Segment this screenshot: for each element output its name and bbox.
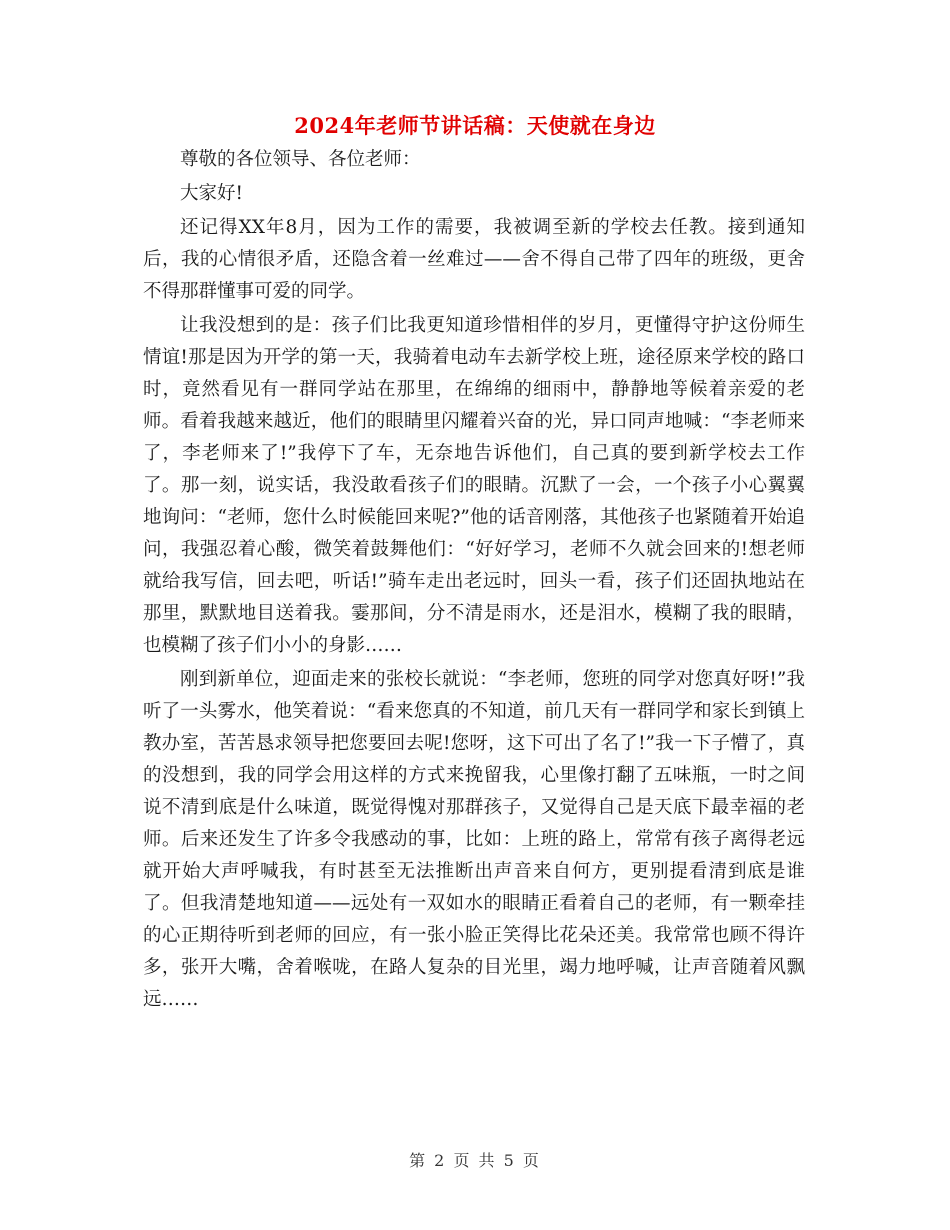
body-paragraph: 刚到新单位，迎面走来的张校长就说：“李老师，您班的同学对您真好呀!”我听了一头雾水，他笑着说：“看来您真的不知道，前几天有一群同学和家长到镇上教办室，苦苦恳求领导把您要回去呢!您呀，这下可出了名了!”我一下子懵了，真的没想到，我的同学会用这样的方式来挽留我，心里像打翻了五味瓶，一时之间说不清到底是什么味道，既觉得愧对那群孩子，又觉得自己是天底下最幸福的老师。后来还发生了许多令我感动的事，比如：上班的路上，常常有孩子离得老远就开始大声呼喊我，有时甚至无法推断出声音来自何方，更别提看清到底是谁了。但我清楚地知道——远处有一双如水的眼睛正看着自己的老师，有一颗牵挂的心正期待听到老师的回应，有一张小脸正笑得比花朵还美。我常常也顾不得许多，张开大嘴，舍着喉咙，在路人复杂的目光里，竭力地呼喊，让声音随着风飘远…… — [143, 669, 805, 1010]
body-paragraph: 还记得XX年8月，因为工作的需要，我被调至新的学校去任教。接到通知后，我的心情很矛盾，还隐含着一丝难过——舍不得自己带了四年的班级，更舍不得那群懂事可爱的同学。 — [143, 217, 805, 302]
page-number-footer: 第 2 页 共 5 页 — [409, 1151, 541, 1170]
document-title: 2024年老师节讲话稿：天使就在身边 — [294, 113, 656, 138]
greeting-paragraph: 大家好! — [180, 183, 243, 204]
salutation-paragraph: 尊敬的各位领导、各位老师： — [180, 149, 421, 170]
body-paragraph: 让我没想到的是：孩子们比我更知道珍惜相伴的岁月，更懂得守护这份师生情谊!那是因为开学的第一天，我骑着电动车去新学校上班，途径原来学校的路口时，竟然看见有一群同学站在那里，在绵绵的细雨中，静静地等候着亲爱的老师。看着我越来越近，他们的眼睛里闪耀着兴奋的光，异口同声地喊：“李老师来了，李老师来了!”我停下了车，无奈地告诉他们，自己真的要到新学校去工作了。那一刻，说实话，我没敢看孩子们的眼睛。沉默了一会，一个孩子小心翼翼地询问：“老师，您什么时候能回来呢?”他的话音刚落，其他孩子也紧随着开始追问，我强忍着心酸，微笑着鼓舞他们：“好好学习，老师不久就会回来的!想老师就给我写信，回去吧，听话!”骑车走出老远时，回头一看，孩子们还固执地站在那里，默默地目送着我。霎那间，分不清是雨水，还是泪水，模糊了我的眼睛，也模糊了孩子们小小的身影…… — [143, 315, 805, 656]
document-body — [143, 144, 805, 1018]
